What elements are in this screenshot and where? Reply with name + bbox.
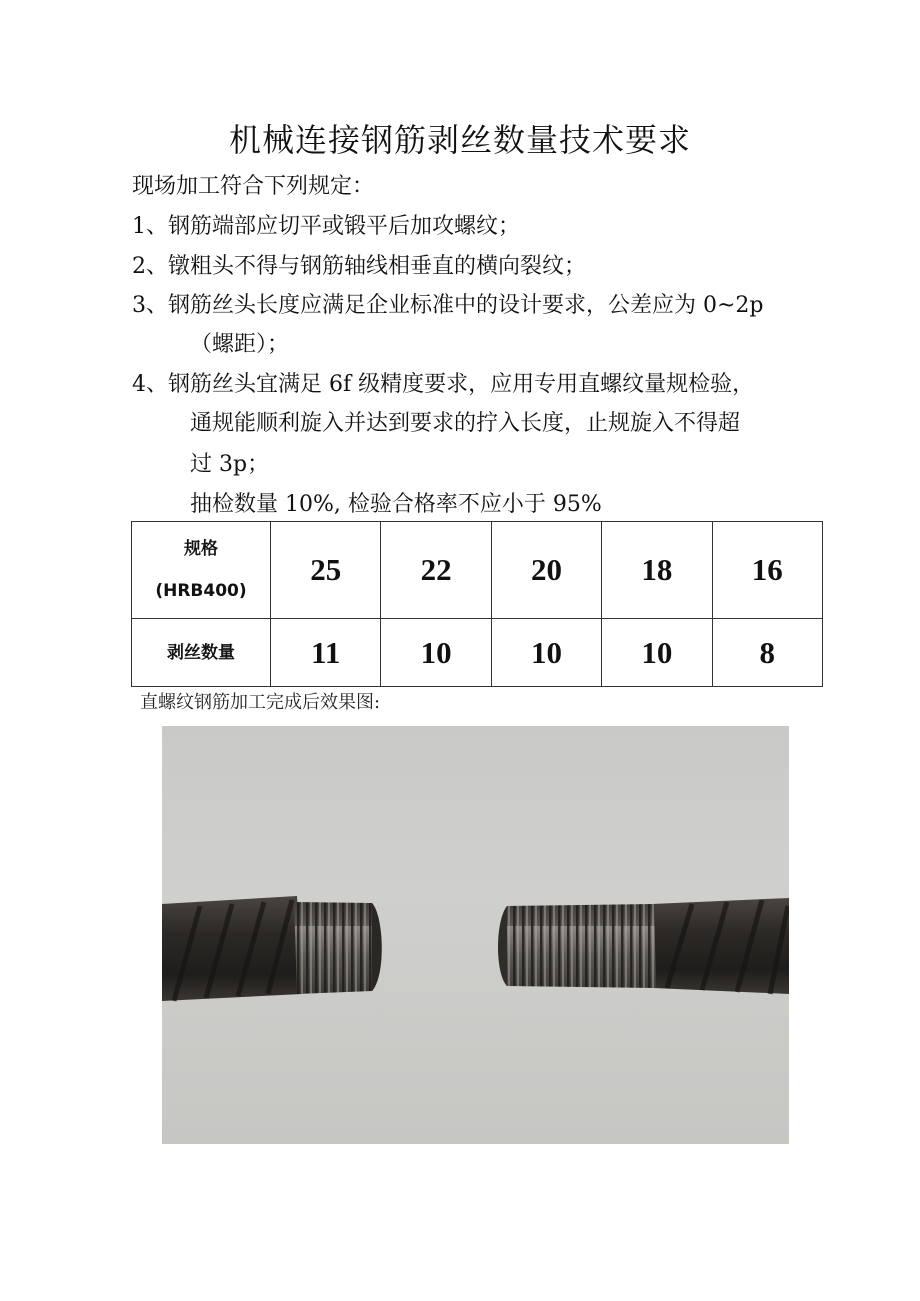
spec-table xyxy=(131,521,823,687)
page-title: 机械连接钢筋剥丝数量技术要求 xyxy=(228,121,691,159)
rule-item-2: 2、镦粗头不得与钢筋轴线相垂直的横向裂纹； xyxy=(132,254,586,279)
count-value-cell: 8 xyxy=(712,619,822,687)
count-header-cell: 剥丝数量 xyxy=(132,619,271,687)
table-row-spec xyxy=(132,522,823,619)
spec-header-cell xyxy=(132,522,271,619)
spec-value-cell: 16 xyxy=(712,522,822,619)
count-value-cell: 11 xyxy=(271,619,381,687)
rebar-thread-photo xyxy=(162,726,789,1144)
rule-item-4-continued: 通规能顺利旋入并达到要求的拧入长度，止规旋入不得超 xyxy=(190,411,741,436)
rule-item-4: 4、钢筋丝头宜满足 6f 级精度要求，应用专用直螺纹量规检验， xyxy=(132,372,755,397)
sampling-text: 抽检数量 10%, 检验合格率不应小于 95% xyxy=(190,492,602,517)
left-rebar xyxy=(162,896,382,1001)
intro-text: 现场加工符合下列规定： xyxy=(132,174,375,199)
spec-header-grade: (HRB400) xyxy=(155,581,247,601)
spec-value-cell: 22 xyxy=(381,522,491,619)
spec-header-label: 规格 xyxy=(184,539,218,559)
spec-value-cell: 18 xyxy=(602,522,712,619)
count-value-cell: 10 xyxy=(491,619,601,687)
photo-caption: 直螺纹钢筋加工完成后效果图: xyxy=(140,692,381,713)
rule-item-1: 1、钢筋端部应切平或锻平后加攻螺纹； xyxy=(132,214,520,239)
rebar-illustration xyxy=(162,726,789,1144)
table-row-count xyxy=(132,619,823,687)
spec-value-cell: 20 xyxy=(491,522,601,619)
rule-item-3: 3、钢筋丝头长度应满足企业标准中的设计要求，公差应为 0~2p xyxy=(132,293,764,318)
rule-item-4-continued-2: 过 3p； xyxy=(190,452,270,477)
count-value-cell: 10 xyxy=(602,619,712,687)
right-rebar xyxy=(498,898,789,994)
count-value-cell: 10 xyxy=(381,619,491,687)
spec-value-cell: 25 xyxy=(271,522,381,619)
rule-item-3-continued: （螺距）； xyxy=(190,332,290,357)
